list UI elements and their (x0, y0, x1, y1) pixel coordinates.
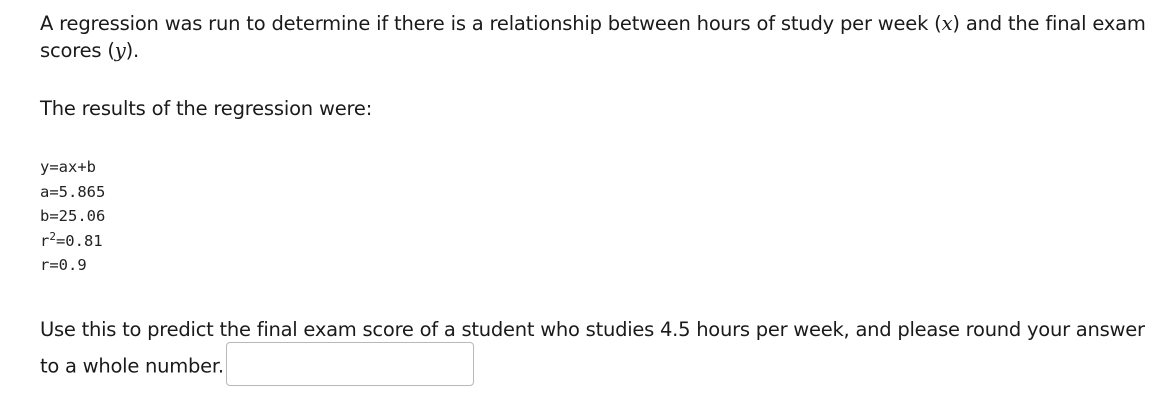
correlation-r: r=0.9 (40, 256, 87, 274)
r-squared (40, 229, 105, 254)
problem-intro (40, 10, 1150, 64)
intro-text-3: ). (125, 39, 139, 62)
intro-text-2: ) and the final exam scores ( (40, 12, 1146, 62)
intro-text-1: A regression was run to determine if there is a relationship between hours of study per week ( (40, 12, 942, 35)
regression-results (40, 155, 105, 278)
r-squared-symbol: r (40, 231, 50, 250)
r-squared-exponent: 2 (49, 229, 56, 243)
answer-input[interactable] (226, 342, 474, 386)
question-text: Use this to predict the final exam score of a student who studies 4.5 hours per week, and please round your answer to a whole number. (40, 318, 1145, 378)
regression-equation: y=ax+b (40, 158, 96, 176)
coefficient-b: b=25.06 (40, 207, 106, 225)
results-heading: The results of the regression were: (40, 97, 373, 120)
variable-y: y (114, 39, 126, 62)
variable-x: x (941, 12, 953, 35)
question (40, 312, 1160, 386)
coefficient-a: a=5.865 (40, 182, 106, 201)
r-squared-value: =0.81 (55, 231, 103, 250)
